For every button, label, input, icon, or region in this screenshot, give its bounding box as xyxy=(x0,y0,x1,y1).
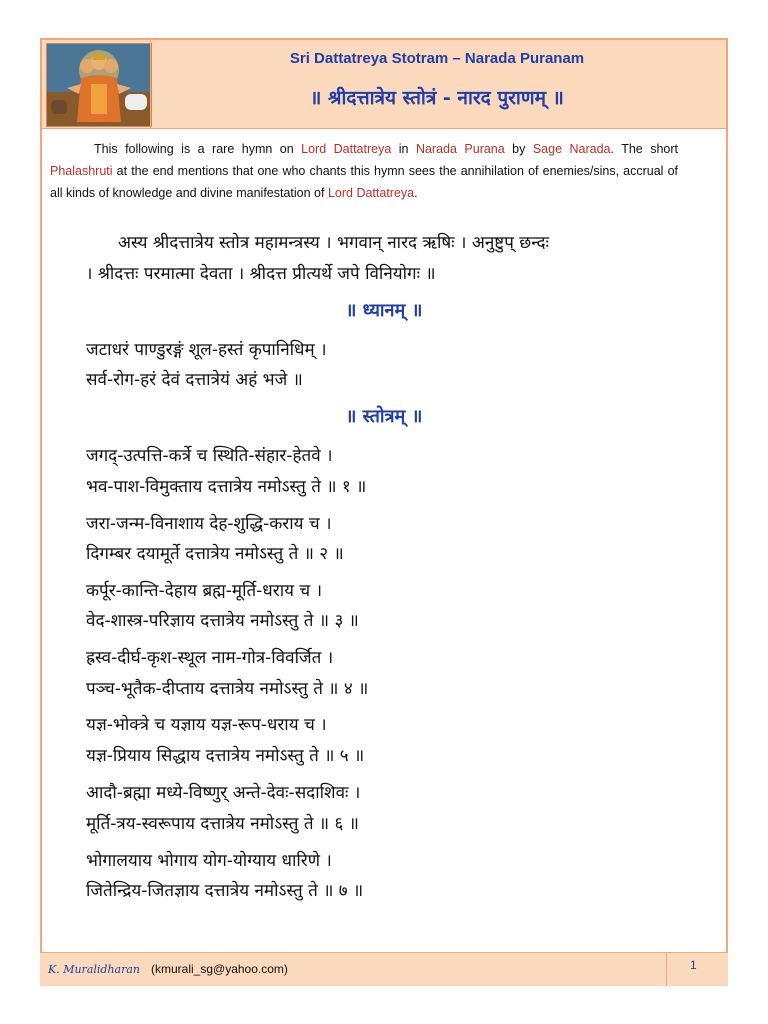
author-email: (kmurali_sg@yahoo.com) xyxy=(151,962,288,976)
verse-4-line-1: ह्रस्व-दीर्घ-कृश-स्थूल नाम-गोत्र-विवर्जित । xyxy=(86,648,334,668)
deity-image xyxy=(46,43,152,127)
footer-divider xyxy=(666,953,667,986)
dhyanam-line-1: जटाधरं पाण्डुरङ्गं शूल-हस्तं कृपानिधिम् । xyxy=(86,340,327,360)
intro-text-6: . xyxy=(414,186,418,200)
verse-1-line-2: भव-पाश-विमुक्ताय दत्तात्रेय नमोऽस्तु ते ॥ १ ॥ xyxy=(86,477,367,497)
verse-6-line-2: मूर्ति-त्रय-स्वरूपाय दत्तात्रेय नमोऽस्तु ते ॥ ६ ॥ xyxy=(86,814,359,834)
stotram-heading: ॥ स्तोत्रम् ॥ xyxy=(345,406,423,427)
sanskrit-title: ॥ श्रीदत्तात्रेय स्तोत्रं - नारद पुराणम् ॥ xyxy=(310,87,564,109)
intro-sage-narada: Sage Narada xyxy=(532,142,611,156)
intro-text-2: in xyxy=(391,142,416,156)
intro-narada-purana: Narada Purana xyxy=(415,142,505,156)
verse-6-line-1: आदौ-ब्रह्मा मध्ये-विष्णुर् अन्ते-देवः-सदाशिवः । xyxy=(86,783,361,803)
verse-7-line-1: भोगालयाय भोगाय योग-योग्याय धारिणे । xyxy=(86,851,332,871)
viniyoga-line-1: अस्य श्रीदत्तात्रेय स्तोत्र महामन्त्रस्य । भगवान् नारद ऋषिः । अनुष्टुप् छन्दः xyxy=(118,233,549,253)
intro-text-3: by xyxy=(504,142,533,156)
dhyanam-heading: ॥ ध्यानम् ॥ xyxy=(345,300,423,321)
verse-3-line-2: वेद-शास्त्र-परिज्ञाय दत्तात्रेय नमोऽस्तु ते ॥ ३ ॥ xyxy=(86,611,359,631)
intro-paragraph xyxy=(50,138,678,204)
verse-5-line-1: यज्ञ-भोक्त्रे च यज्ञाय यज्ञ-रूप-धराय च । xyxy=(86,715,327,735)
verse-4-line-2: पञ्च-भूतैक-दीप्ताय दत्तात्रेय नमोऽस्तु ते ॥ ४ ॥ xyxy=(86,679,369,699)
verse-2-line-2: दिगम्बर दयामूर्ते दत्तात्रेय नमोऽस्तु ते ॥ २ ॥ xyxy=(86,544,344,564)
intro-text-4: . The short xyxy=(610,142,678,156)
verse-7-line-2: जितेन्द्रिय-जितज्ञाय दत्तात्रेय नमोऽस्तु ते ॥ ७ ॥ xyxy=(86,881,364,901)
intro-text-1: This following is a rare hymn on xyxy=(94,142,302,156)
intro-text-5: at the end mentions that one who chants this hymn sees the annihilation of enemies/sins, accrual of all kinds of knowledge and divine manifestation of xyxy=(50,164,678,200)
page-footer xyxy=(40,953,728,986)
intro-phalashruti: Phalashruti xyxy=(50,164,113,178)
verse-1-line-1: जगद्-उत्पत्ति-कर्त्रे च स्थिति-संहार-हेतवे । xyxy=(86,446,333,466)
intro-lord-dattatreya-2: Lord Dattatreya xyxy=(327,186,415,200)
verse-2-line-1: जरा-जन्म-विनाशाय देह-शुद्धि-कराय च । xyxy=(86,514,332,534)
english-title: Sri Dattatreya Stotram – Narada Puranam xyxy=(289,50,585,67)
verse-3-line-1: कर्पूर-कान्ति-देहाय ब्रह्म-मूर्ति-धराय च । xyxy=(86,581,323,601)
dhyanam-line-2: सर्व-रोग-हरं देवं दत्तात्रेयं अहं भजे ॥ xyxy=(86,370,303,390)
author-name: K. Muralidharan xyxy=(48,963,140,976)
viniyoga-line-2: । श्रीदत्तः परमात्मा देवता । श्रीदत्त प्रीत्यर्थे जपे विनियोगः ॥ xyxy=(86,264,436,284)
intro-lord-dattatreya: Lord Dattatreya xyxy=(301,142,392,156)
verse-5-line-2: यज्ञ-प्रियाय सिद्धाय दत्तात्रेय नमोऽस्तु ते ॥ ५ ॥ xyxy=(86,746,365,766)
page-number: 1 xyxy=(690,958,697,972)
